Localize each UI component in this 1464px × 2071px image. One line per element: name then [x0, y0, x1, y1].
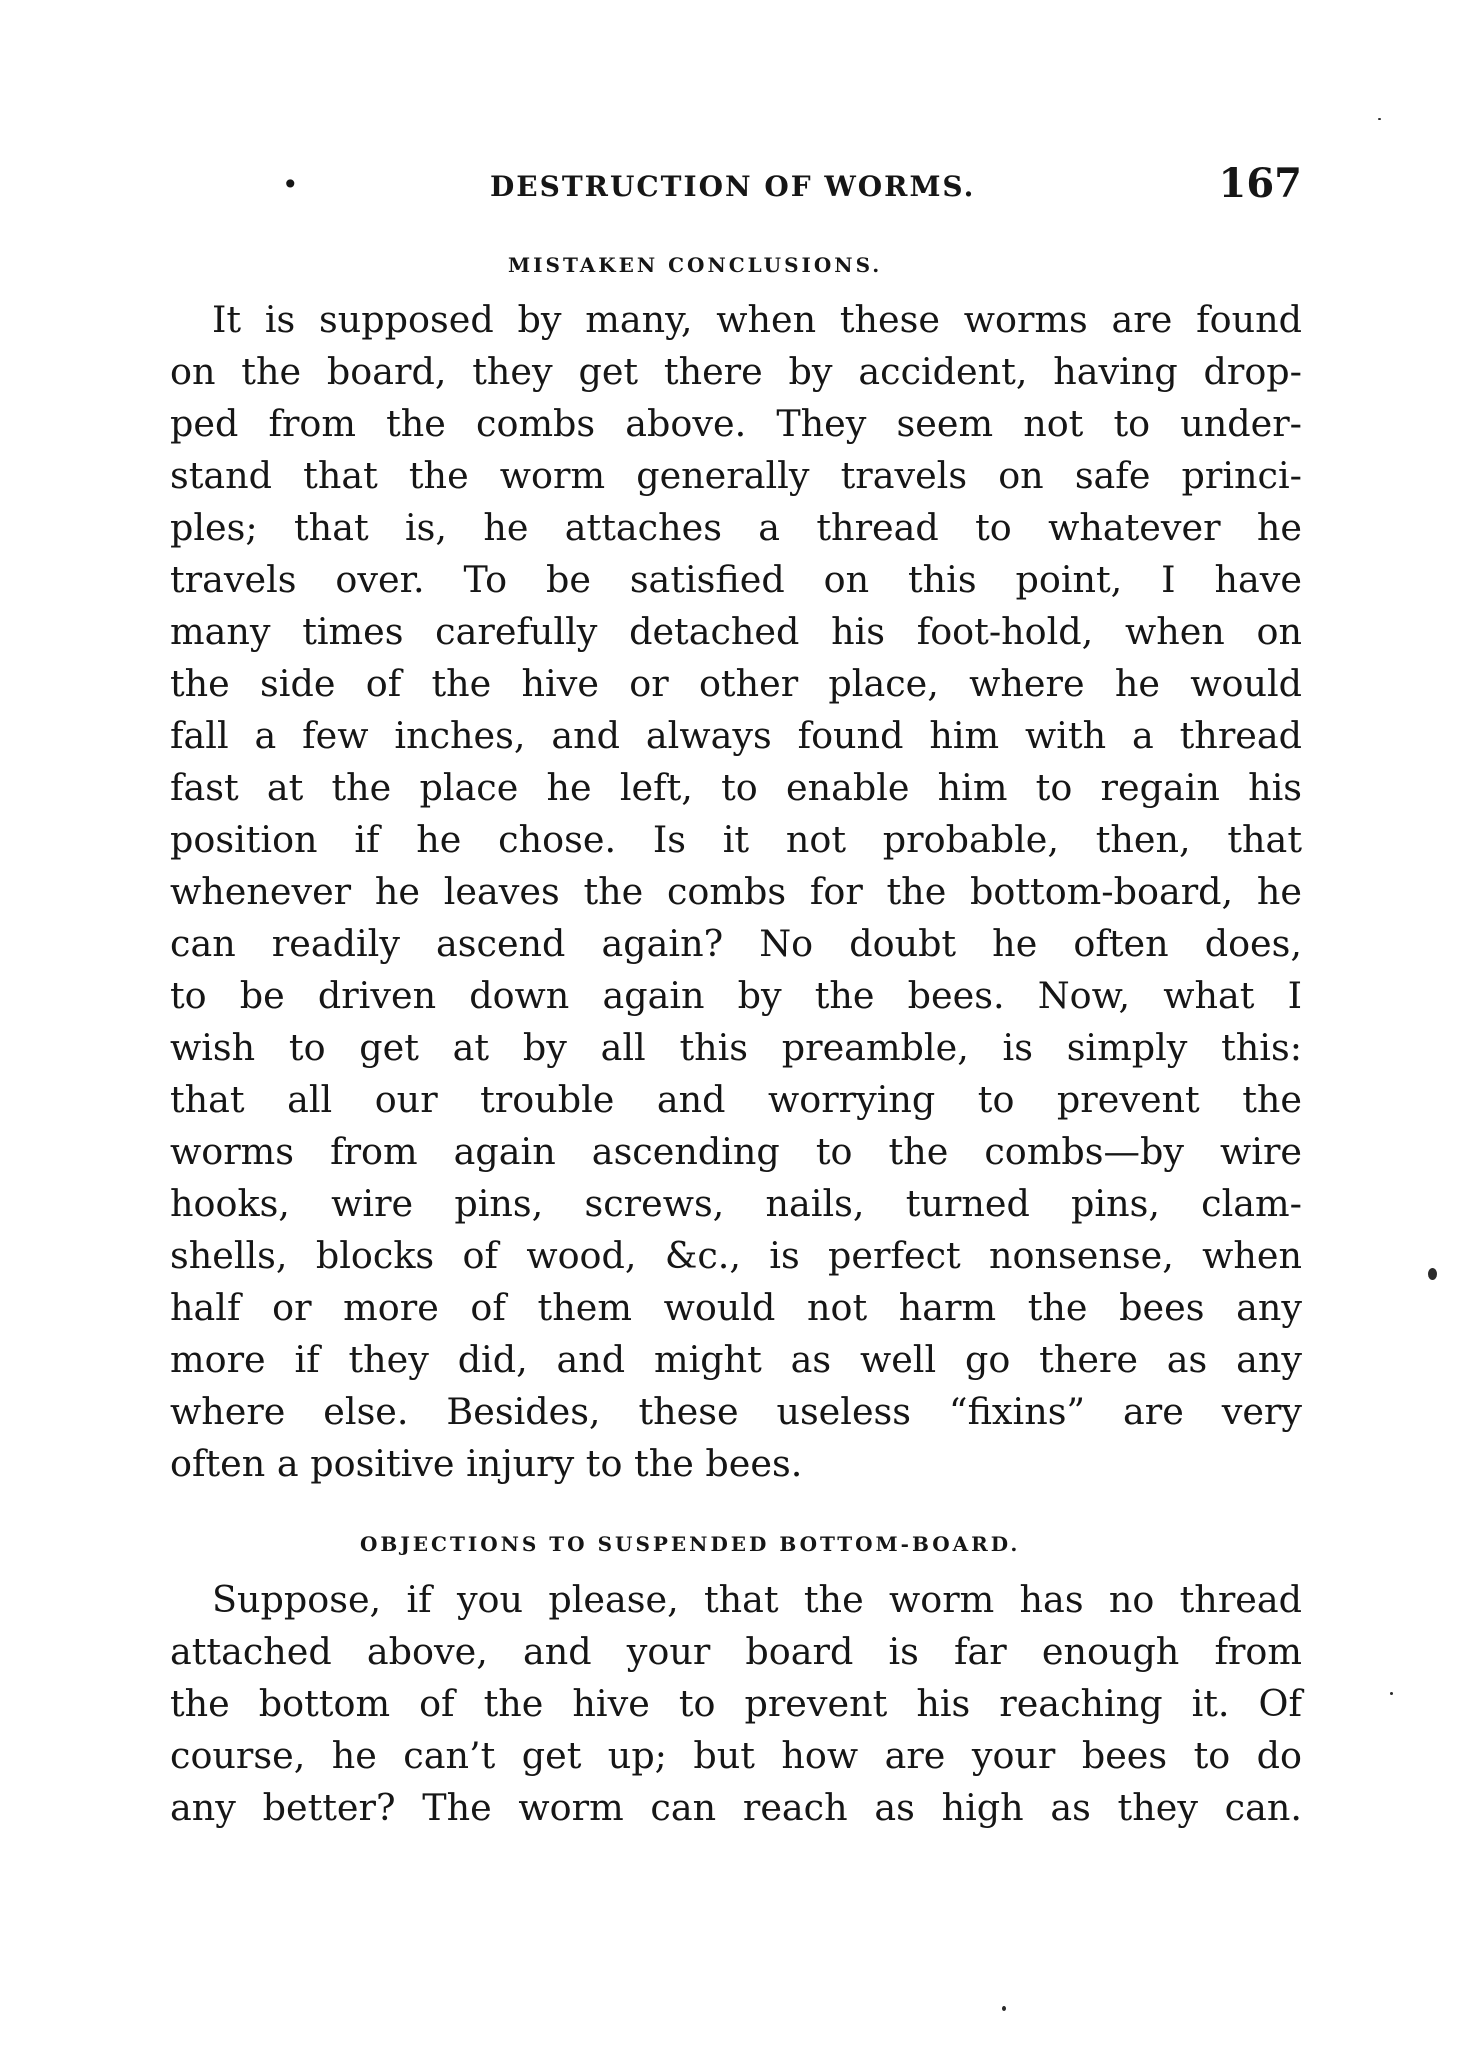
text-line: the side of the hive or other place, where he would: [170, 662, 1302, 705]
text-line: worms from again ascending to the combs—by wire: [170, 1130, 1302, 1173]
text-line: on the board, they get there by accident, having drop-: [170, 350, 1302, 393]
text-line: the bottom of the hive to prevent his reaching it. Of: [170, 1682, 1302, 1725]
running-head: [170, 160, 1302, 210]
text-line: ples; that is, he attaches a thread to whatever he: [170, 506, 1302, 549]
text-line: that all our trouble and worrying to prevent the: [170, 1078, 1302, 1121]
text-line: more if they did, and might as well go there as any: [170, 1338, 1302, 1381]
print-speck: [1390, 1692, 1393, 1695]
paragraph-objections: [170, 1574, 1302, 1834]
text-line: often a positive injury to the bees.: [170, 1442, 803, 1485]
running-head-title: DESTRUCTION OF WORMS.: [490, 170, 976, 203]
text-line: can readily ascend again? No doubt he often does,: [170, 922, 1302, 965]
text-line: shells, blocks of wood, &c., is perfect nonsense, when: [170, 1234, 1302, 1277]
text-line: many times carefully detached his foot-hold, when on: [170, 610, 1302, 653]
text-line: hooks, wire pins, screws, nails, turned pins, clam-: [170, 1182, 1302, 1225]
text-line: wish to get at by all this preamble, is simply this:: [170, 1026, 1302, 1069]
print-speck: [1378, 118, 1381, 120]
text-line: where else. Besides, these useless “fixins” are very: [170, 1390, 1302, 1433]
text-line: ped from the combs above. They seem not to under-: [170, 402, 1302, 445]
section-heading-mistaken-conclusions: MISTAKEN CONCLUSIONS.: [508, 253, 883, 277]
text-line: position if he chose. Is it not probable, then, that: [170, 818, 1302, 861]
text-line: stand that the worm generally travels on safe princi-: [170, 454, 1302, 497]
text-line: attached above, and your board is far enough from: [170, 1630, 1302, 1673]
page-number: 167: [1218, 160, 1302, 207]
text-line: fast at the place he left, to enable him to regain his: [170, 766, 1302, 809]
text-line: to be driven down again by the bees. Now, what I: [170, 974, 1302, 1017]
bullet-mark: •: [282, 168, 299, 201]
text-line: course, he can’t get up; but how are your bees to do: [170, 1734, 1302, 1777]
print-speck: [1428, 1268, 1437, 1280]
text-line: whenever he leaves the combs for the bottom-board, he: [170, 870, 1302, 913]
print-speck: [1002, 2006, 1006, 2011]
text-line: It is supposed by many, when these worms are found: [212, 298, 1302, 341]
paragraph-mistaken-conclusions: [170, 294, 1302, 1490]
text-line: half or more of them would not harm the bees any: [170, 1286, 1302, 1329]
text-line: travels over. To be satisfied on this point, I have: [170, 558, 1302, 601]
text-line: any better? The worm can reach as high as they can.: [170, 1786, 1302, 1829]
text-line: Suppose, if you please, that the worm has no thread: [212, 1578, 1302, 1621]
section-heading-objections: OBJECTIONS TO SUSPENDED BOTTOM-BOARD.: [360, 1532, 1021, 1556]
text-line: fall a few inches, and always found him with a thread: [170, 714, 1302, 757]
